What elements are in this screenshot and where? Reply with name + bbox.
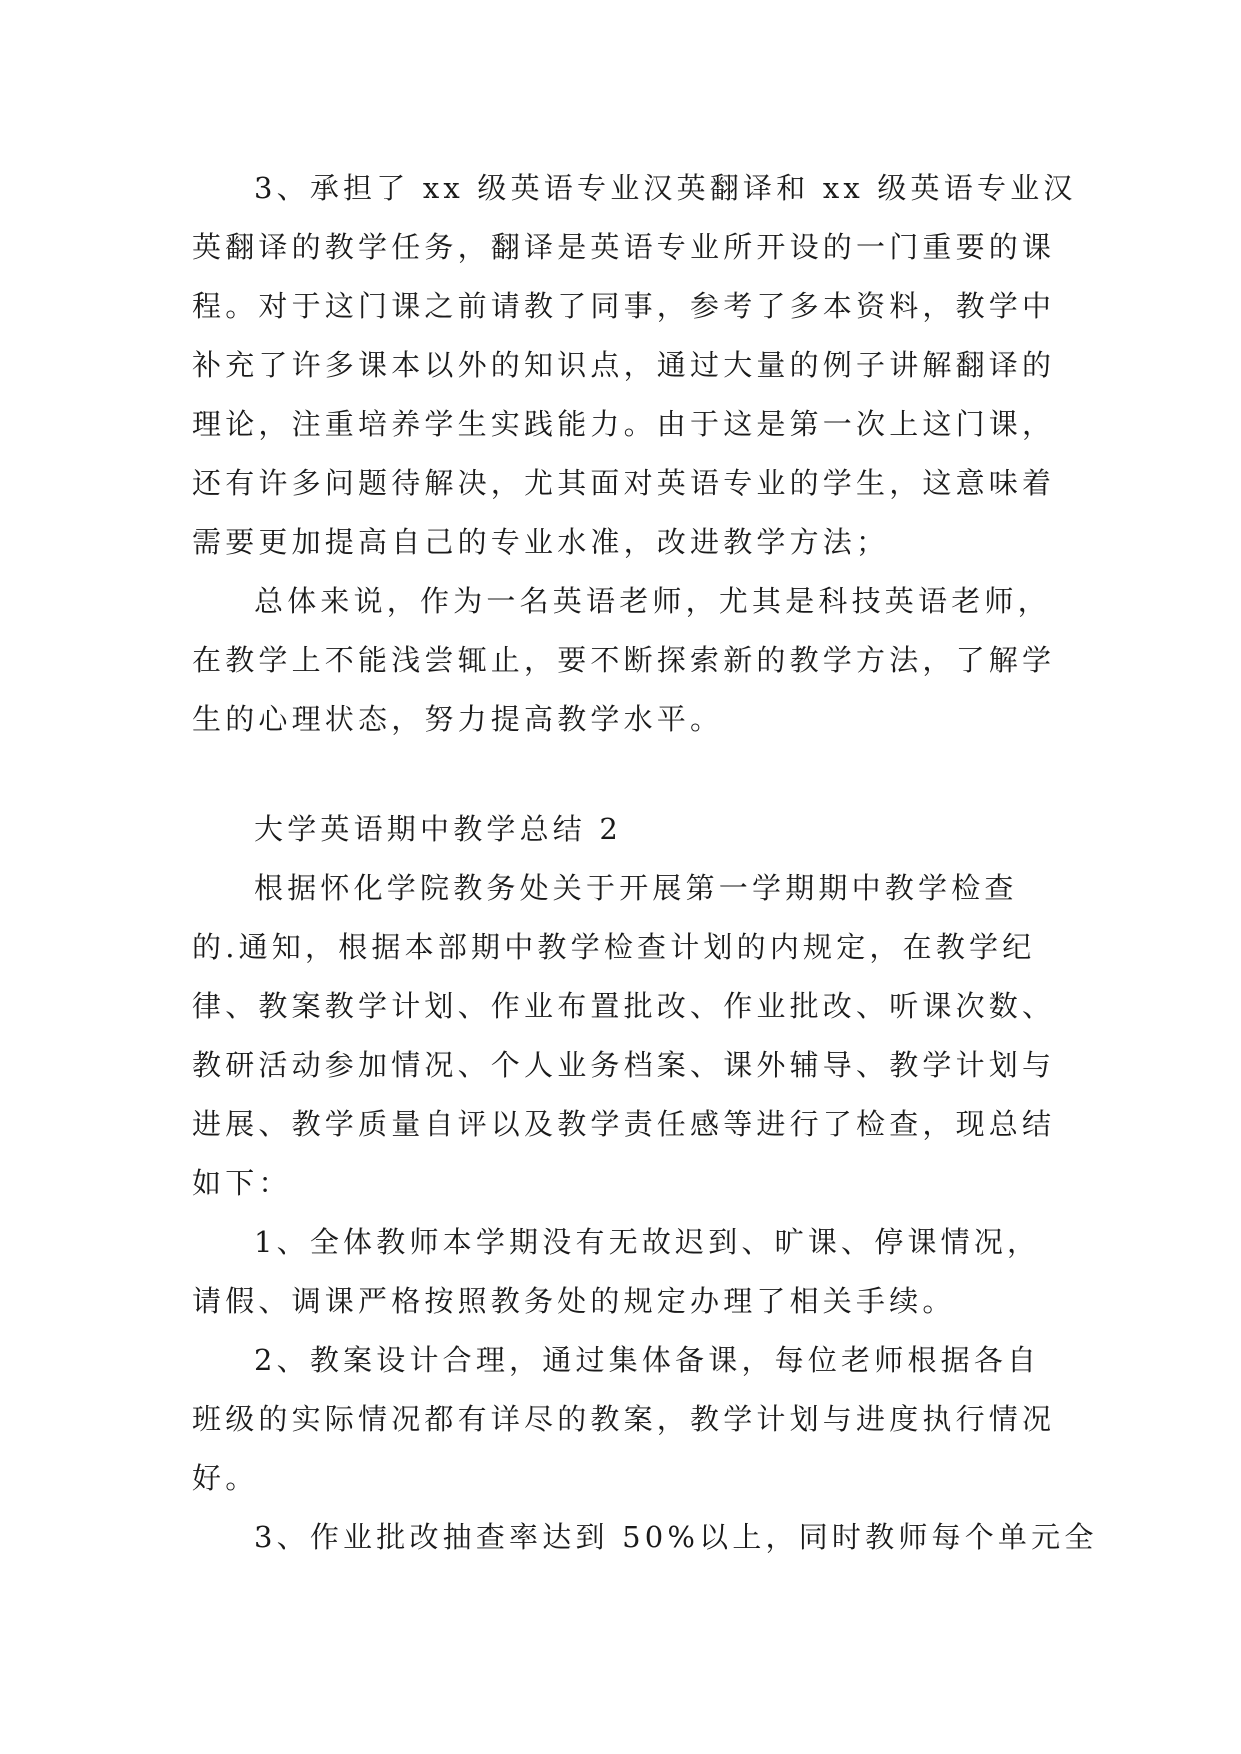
paragraph-line: 进展、教学质量自评以及教学责任感等进行了检查，现总结 bbox=[192, 1107, 1056, 1141]
paragraph-line: 3、作业批改抽查率达到 50%以上，同时教师每个单元全 bbox=[254, 1520, 1098, 1554]
paragraph-line: 3、承担了 xx 级英语专业汉英翻译和 xx 级英语专业汉 bbox=[254, 171, 1077, 205]
paragraph-line: 班级的实际情况都有详尽的教案，教学计划与进度执行情况 bbox=[192, 1402, 1056, 1436]
section-heading: 大学英语期中教学总结 2 bbox=[254, 812, 623, 846]
paragraph-line: 2、教案设计合理，通过集体备课，每位老师根据各自 bbox=[254, 1343, 1041, 1377]
paragraph-line: 英翻译的教学任务，翻译是英语专业所开设的一门重要的课 bbox=[192, 230, 1056, 264]
paragraph-line: 在教学上不能浅尝辄止，要不断探索新的教学方法，了解学 bbox=[192, 643, 1056, 677]
paragraph-line: 律、教案教学计划、作业布置批改、作业批改、听课次数、 bbox=[192, 989, 1056, 1023]
paragraph-line: 的.通知，根据本部期中教学检查计划的内规定，在教学纪 bbox=[192, 930, 1036, 964]
paragraph-line: 如下： bbox=[192, 1166, 292, 1200]
paragraph-line: 好。 bbox=[192, 1461, 259, 1495]
paragraph-line: 1、全体教师本学期没有无故迟到、旷课、停课情况， bbox=[254, 1225, 1041, 1259]
paragraph-line: 还有许多问题待解决，尤其面对英语专业的学生，这意味着 bbox=[192, 466, 1056, 500]
paragraph-line: 补充了许多课本以外的知识点，通过大量的例子讲解翻译的 bbox=[192, 348, 1056, 382]
paragraph-line: 理论，注重培养学生实践能力。由于这是第一次上这门课， bbox=[192, 407, 1056, 441]
paragraph-line: 请假、调课严格按照教务处的规定办理了相关手续。 bbox=[192, 1284, 956, 1318]
paragraph-line: 根据怀化学院教务处关于开展第一学期期中教学检查 bbox=[254, 871, 1018, 905]
paragraph-line: 生的心理状态，努力提高教学水平。 bbox=[192, 702, 724, 736]
paragraph-line: 总体来说，作为一名英语老师，尤其是科技英语老师， bbox=[254, 584, 1051, 618]
paragraph-line: 程。对于这门课之前请教了同事，参考了多本资料，教学中 bbox=[192, 289, 1056, 323]
paragraph-line: 教研活动参加情况、个人业务档案、课外辅导、教学计划与 bbox=[192, 1048, 1056, 1082]
paragraph-line: 需要更加提高自己的专业水准，改进教学方法； bbox=[192, 525, 890, 559]
